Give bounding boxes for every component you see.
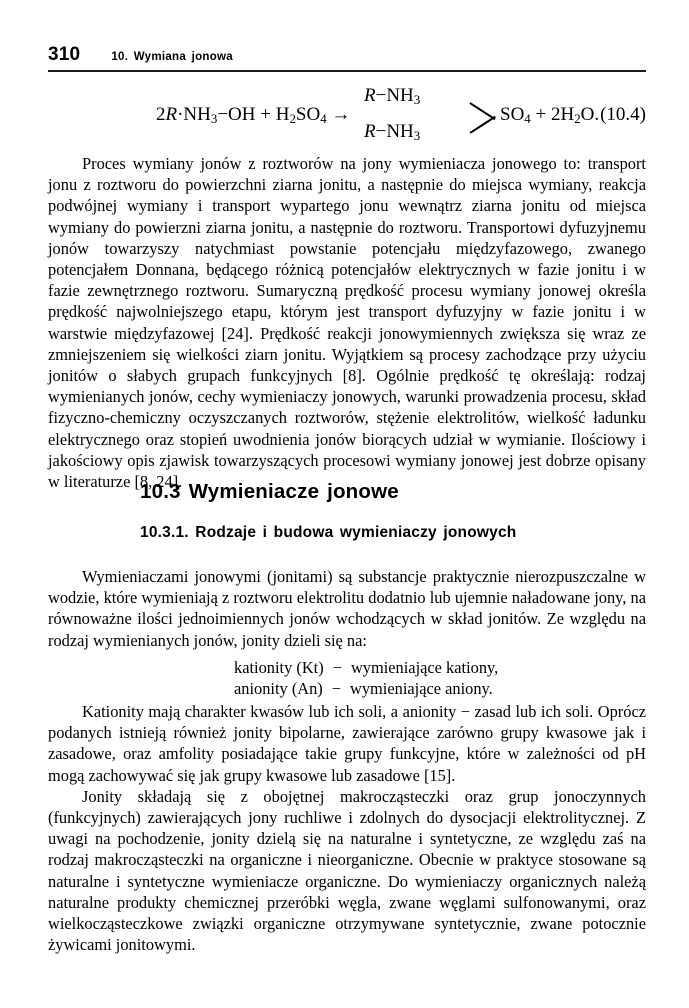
equation-bond-line-lower — [470, 116, 496, 134]
equation-upper-amine: −NH — [375, 85, 414, 106]
paragraph-cationite-anionite-character: Kationity mają charakter kwasów lub ich soli, a anionity − zasad lub ich soli. Oprócz podanych istnieją również jonity bipolarne, zawierające zarówno grupy kwasowe jak i zasadowe, oraz amfolity posiadające takie grupy funkcyjne, które w zależności od pH mogą zachowywać się jak grupy kwasowe lub zasadowe [15]. — [48, 702, 646, 785]
header-divider-rule — [48, 70, 646, 72]
equation-lower-r-symbol: R — [364, 121, 376, 142]
subsection-heading-10-3-1: 10.3.1. Rodzaje i budowa wymieniaczy jonowych — [140, 524, 517, 541]
list-item — [234, 678, 498, 699]
definition-term-cationite: kationity (Kt) — [234, 658, 324, 677]
paragraph-ion-exchange-process: Proces wymiany jonów z roztworów na jony wymieniacza jonowego to: transport jonu z roztworu do powierzchni ziarna jonitu, a następnie do miejsca wymiany, reakcja podwójnej wymiany i transport wypartego jonu wewnątrz ziarna jonitu od miejsca wymiany do powierzni ziarna jonitu, a następnie do roztworu. Transportowi dyfuzyjnemu jonów towarzyszy natychmiast powstanie potencjału międzyfazowego, zwanego potencjałem Donnana, będącego różnicą potencjałów elektrycznych w fazie jonitu i w fazie zewnętrznego roztworu. Sumaryczną prędkość procesu wymiany jonowej określa prędkość najwolniejszego etapu, którym jest transport dyfuzyjny w fazie jonitu i w warstwie międzyfazowej [24]. Prędkość reakcji jonowymiennych zwiększa się wraz ze zmniejszeniem się wielkości ziarn jonitu. Wyjątkiem są procesy zachodzące przy użyciu jonitów o słabych grupach funkcyjnych [8]. Ogólnie prędkość tę określają: rodzaj wymienianych jonów, cechy wymieniaczy jonowych, warunki prowadzenia procesu, skład fizyczno-chemiczny oczyszczanych roztworów, stężenie elektrolitów, wielkość ładunku elektrycznego oraz stopień uwodnienia jonów biorących udział w wymianie. Ilościowy i jakościowy opis zjawisk towarzyszących procesowi wymiany jonowej jest dobrze opisany w literaturze [8, 24]. — [48, 154, 646, 492]
equation-rhs-subscript-2: 2 — [574, 111, 581, 127]
equation-number: (10.4) — [600, 104, 646, 125]
equation-lhs-subscript-1: 3 — [210, 111, 218, 127]
definition-description-anionite: wymieniające aniony. — [350, 679, 493, 699]
equation-lhs-r-symbol: R — [165, 104, 178, 125]
equation-branch-group — [364, 86, 504, 148]
paragraph-ionite-composition: Jonity składają się z obojętnej makrocząsteczki oraz grup jonoczynnych (funkcyjnych) zawierających jony ruchliwe i zdolnych do dysocjacji elektrolitycznej. Z uwagi na pochodzenie, jonity dzielą się na naturalne i syntetyczne, ze względu zaś na rodzaj makrocząsteczki na organiczne i nieorganiczne. Obecnie w praktyce stosowane są naturalne i syntetyczne wymieniacze organiczne. Do wymieniaczy organicznych należą naturalne produkty chemicznej przeróbki węgla, zwane węglami sulfonowanymi, oraz wielkocząsteczkowe związki organiczne otrzymywane syntetycznie, zwane potocznie żywicami jonitowymi. — [48, 786, 646, 955]
equation-rhs-subscript-1: 4 — [524, 111, 531, 127]
equation-lower-amine: −NH — [375, 121, 414, 142]
equation-branch-upper — [364, 85, 420, 108]
equation-right-hand-side — [500, 104, 599, 127]
equation-expression — [48, 85, 600, 148]
list-item — [234, 657, 498, 678]
equation-lhs-coefficient: 2 — [156, 104, 166, 125]
body-paragraph-block-2 — [48, 566, 646, 651]
equation-lhs-subscript-2: 2 — [289, 111, 296, 127]
page-header — [48, 44, 646, 66]
body-paragraph-block-1 — [48, 153, 646, 492]
equation-lower-subscript: 3 — [413, 128, 421, 144]
page-number: 310 — [48, 44, 81, 65]
equation-left-hand-side — [156, 104, 350, 127]
equation-lhs-hydroxide: −OH + H — [217, 104, 290, 125]
equation-lhs-sulfate: SO — [295, 104, 321, 125]
equation-reaction-arrow: → — [326, 104, 351, 125]
equation-upper-subscript: 3 — [413, 92, 421, 108]
equation-rhs-water-tail: O. — [580, 104, 600, 125]
definition-description-cationite: wymieniające kationy, — [350, 658, 499, 677]
running-chapter-title: 10. Wymiana jonowa — [111, 51, 233, 63]
equation-rhs-water-prefix: + 2H — [530, 104, 575, 125]
display-equation-10-4 — [48, 86, 646, 148]
definition-dash-cationite: − — [332, 658, 342, 677]
ionite-type-definition-list — [234, 657, 498, 699]
section-heading-10-3: 10.3 Wymieniacze jonowe — [140, 480, 399, 503]
equation-upper-r-symbol: R — [364, 85, 376, 106]
equation-lhs-subscript-3: 4 — [320, 111, 327, 127]
equation-rhs-sulfate: SO — [500, 104, 525, 125]
definition-dash-anionite: − — [331, 679, 342, 699]
equation-lhs-amine: ·NH — [177, 104, 211, 125]
body-paragraph-block-3 — [48, 701, 646, 955]
equation-branch-lower — [364, 121, 420, 144]
paragraph-ion-exchanger-definition: Wymieniaczami jonowymi (jonitami) są substancje praktycznie nierozpuszczalne w wodzie, które wymieniają z roztworu elektrolitu dodatnio lub ujemnie naładowane jony, na równoważne ilości jednoimiennych jonów wchodzących w skład jonitów. Ze względu na rodzaj wymienianych jonów, jonity dzieli się na: — [48, 567, 646, 650]
definition-term-anionite: anionity (An) — [234, 679, 323, 699]
